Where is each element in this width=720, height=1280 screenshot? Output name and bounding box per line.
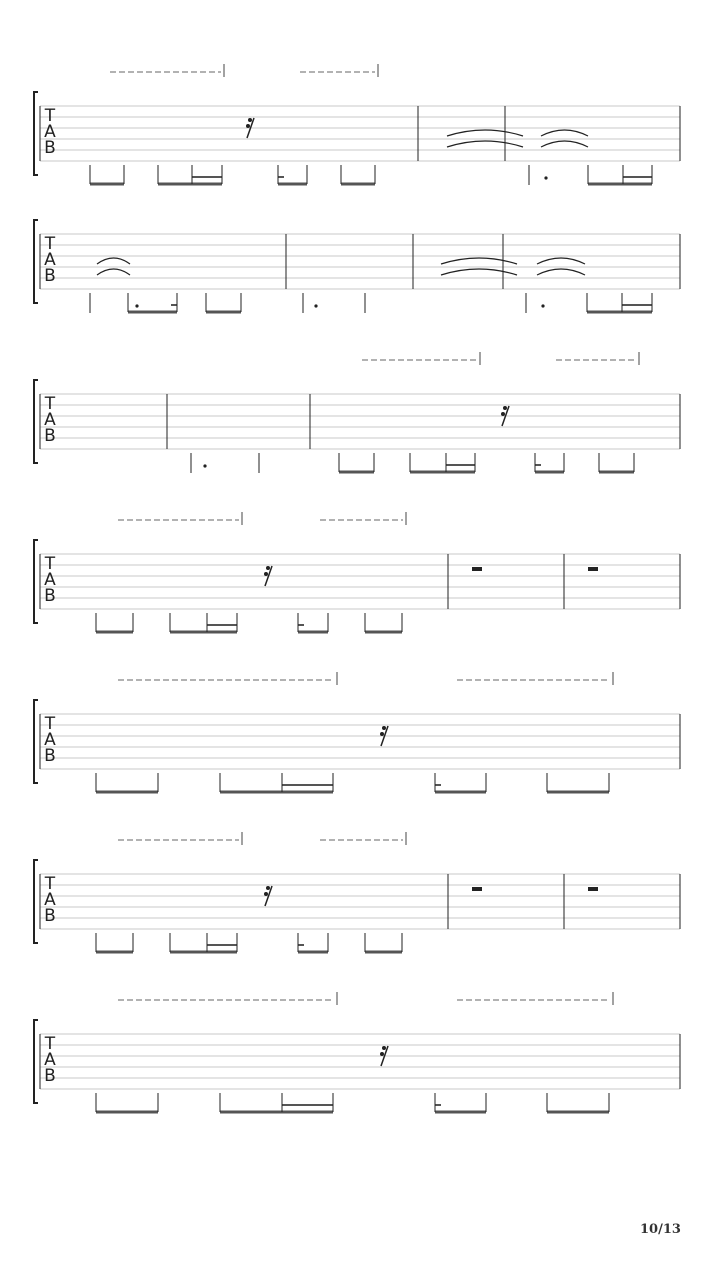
system-bracket (34, 860, 38, 943)
page-number: 10/13 (640, 1222, 681, 1237)
system-bracket (34, 1020, 38, 1103)
system-bracket (34, 540, 38, 623)
tab-clef-letter: T (44, 1034, 56, 1054)
tab-clef-letter: A (44, 890, 56, 910)
rest-flag (501, 412, 505, 416)
tie (537, 258, 585, 264)
tab-clef-letter: A (44, 122, 56, 142)
rest-flag (503, 406, 507, 410)
tab-clef-letter: T (44, 234, 56, 254)
dotted-note-dot (135, 304, 138, 307)
whole-rest (588, 887, 598, 891)
tab-clef-letter: T (44, 106, 56, 126)
system-bracket (34, 380, 38, 463)
rest-flag (380, 1052, 384, 1056)
tab-clef-letter: T (44, 554, 56, 574)
tab-clef-letter: B (44, 1066, 56, 1086)
dotted-note-dot (544, 176, 547, 179)
tab-clef-letter: B (44, 138, 56, 158)
rest-flag (382, 726, 386, 730)
tie (541, 130, 588, 136)
whole-rest (472, 567, 482, 571)
dotted-note-dot (541, 304, 544, 307)
tab-clef-letter: A (44, 250, 56, 270)
tab-clef-letter: B (44, 906, 56, 926)
tab-clef-letter: A (44, 410, 56, 430)
system-bracket (34, 700, 38, 783)
whole-rest (472, 887, 482, 891)
tie (537, 269, 585, 275)
system-bracket (34, 220, 38, 303)
tie (541, 141, 588, 147)
rest-flag (248, 118, 252, 122)
tab-clef-letter: T (44, 874, 56, 894)
rest-flag (266, 566, 270, 570)
tab-clef-letter: B (44, 266, 56, 286)
tie (97, 269, 130, 275)
dotted-note-dot (203, 464, 206, 467)
system-bracket (34, 92, 38, 175)
rest-flag (266, 886, 270, 890)
rest-flag (382, 1046, 386, 1050)
rest-flag (264, 892, 268, 896)
whole-rest (588, 567, 598, 571)
tab-clef-letter: B (44, 426, 56, 446)
tie (441, 258, 517, 264)
tab-clef-letter: T (44, 394, 56, 414)
tab-clef-letter: B (44, 746, 56, 766)
rest-flag (246, 124, 250, 128)
tab-clef-letter: T (44, 714, 56, 734)
tab-clef-letter: B (44, 586, 56, 606)
tie (447, 141, 523, 147)
rest-flag (380, 732, 384, 736)
tab-clef-letter: A (44, 1050, 56, 1070)
tab-clef-letter: A (44, 730, 56, 750)
tie (447, 130, 523, 136)
tie (441, 269, 517, 275)
rest-flag (264, 572, 268, 576)
dotted-note-dot (314, 304, 317, 307)
tie (97, 258, 130, 264)
tab-clef-letter: A (44, 570, 56, 590)
